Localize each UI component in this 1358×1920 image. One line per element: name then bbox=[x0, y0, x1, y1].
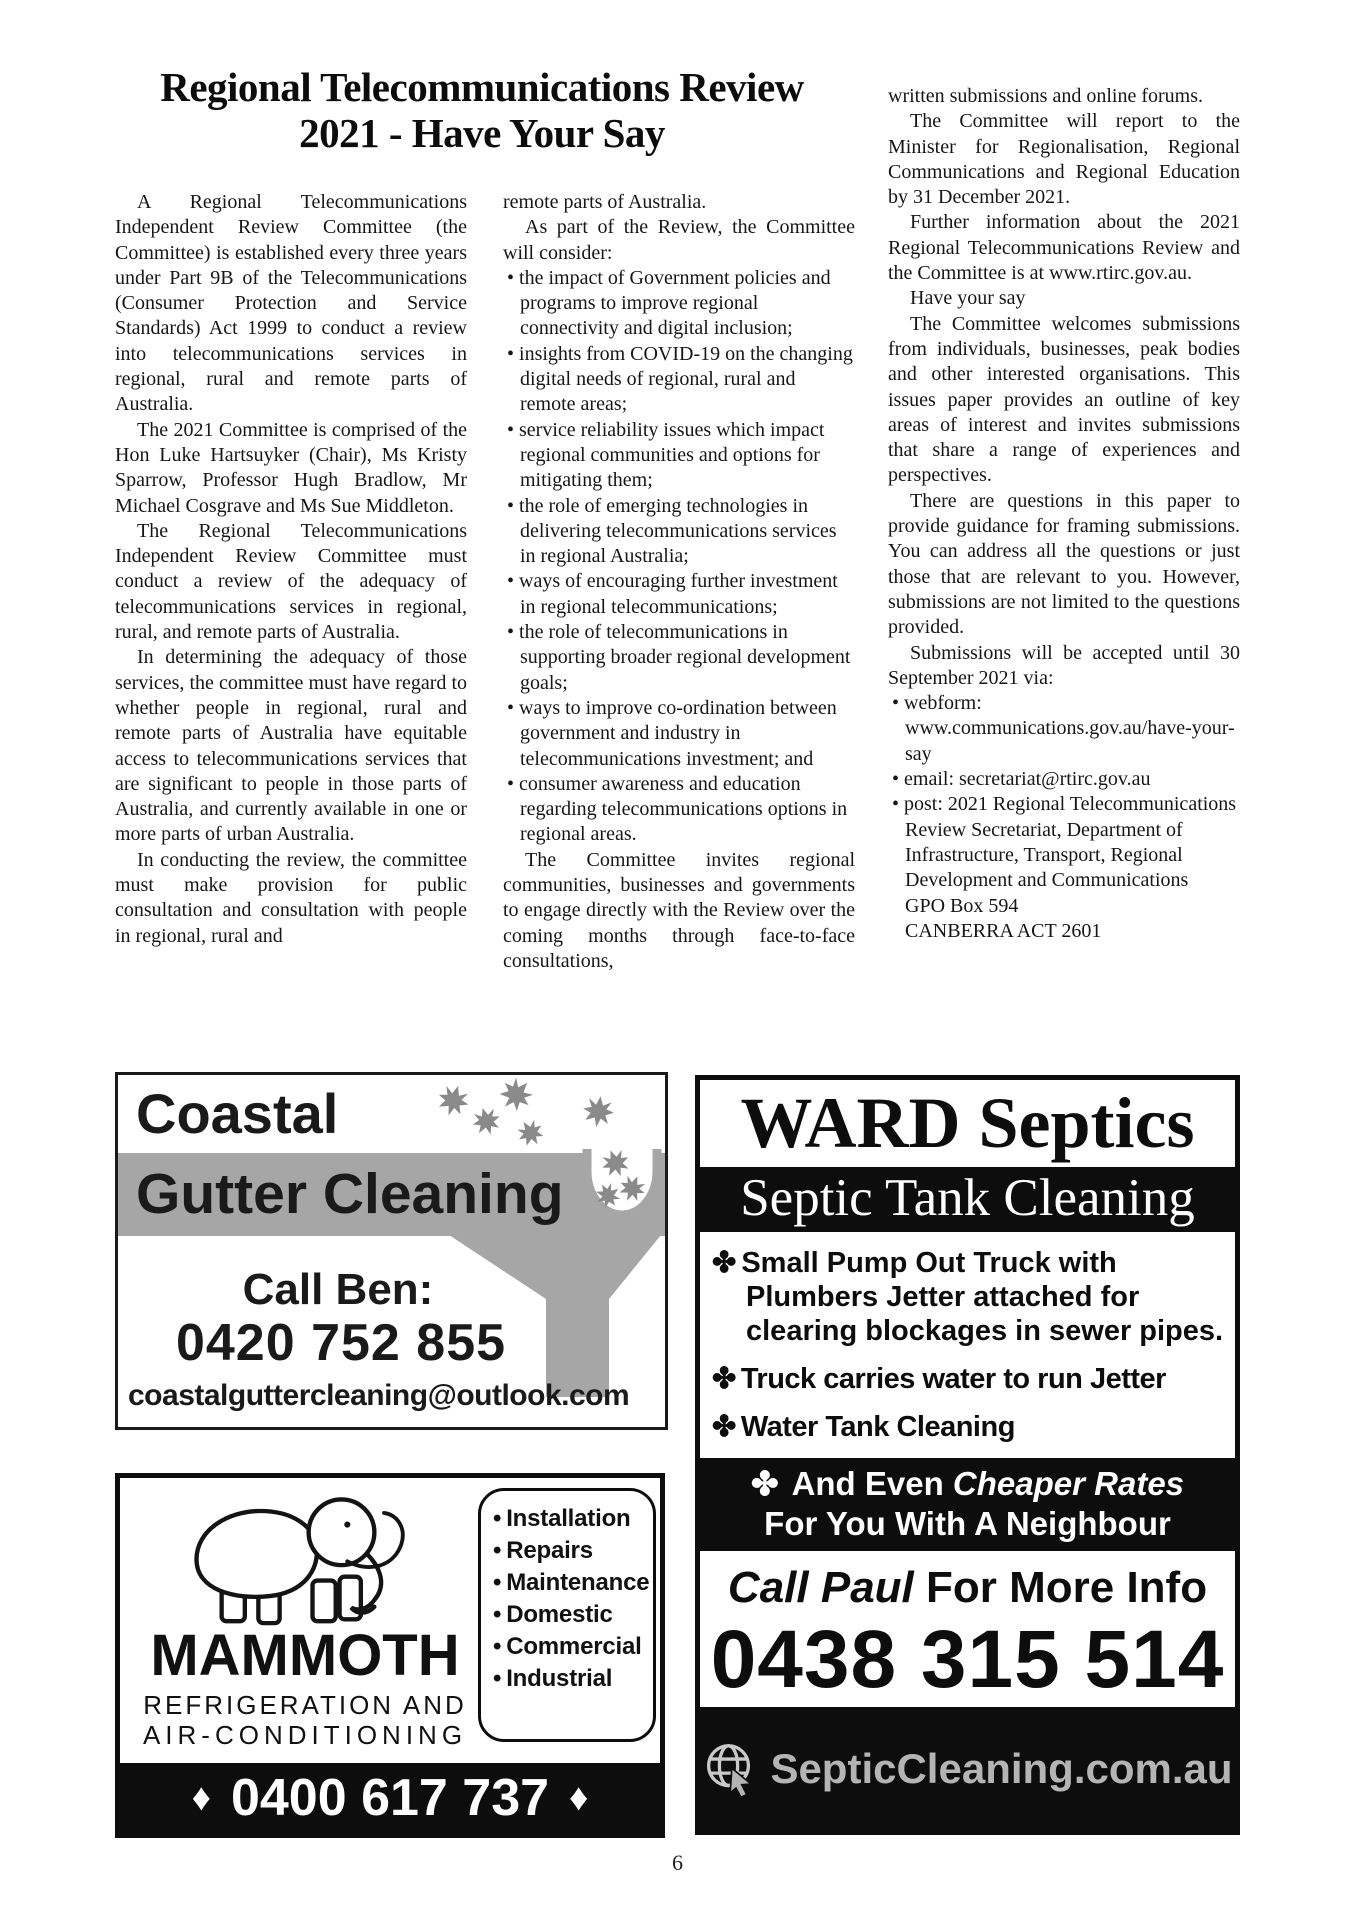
ward-service-item bbox=[712, 1410, 1229, 1444]
ward-service-item bbox=[712, 1246, 1229, 1348]
coastal-email-address: coastalguttercleaning@outlook.com bbox=[128, 1379, 630, 1412]
service-item bbox=[493, 1567, 653, 1599]
bullet-marker: • bbox=[493, 1537, 502, 1564]
ward-service-text: Small Pump Out Truck with Plumbers Jetter attached for clearing blockages in sewer pipes. bbox=[741, 1247, 1224, 1347]
bullet-item bbox=[503, 696, 855, 772]
ward-phone-number: 0438 315 514 bbox=[710, 1614, 1225, 1705]
bullet-text: consumer awareness and education regarding telecommunications options in regional areas. bbox=[519, 772, 848, 846]
bullet-marker: • bbox=[507, 418, 515, 441]
service-text: Industrial bbox=[506, 1665, 613, 1692]
call-paul-text: Call Paul bbox=[727, 1563, 914, 1612]
bullet-item bbox=[503, 342, 855, 418]
article-title bbox=[112, 64, 852, 156]
diamond-icon: ♦ bbox=[191, 1776, 211, 1819]
ward-septics-ad bbox=[695, 1075, 1240, 1835]
bullet-marker: • bbox=[507, 570, 515, 593]
service-text: Domestic bbox=[506, 1601, 613, 1628]
bullet-text: post: 2021 Regional Telecommunications Review Secretariat, Department of Infrastructure, Transport, Regional Development and Communications bbox=[904, 793, 1237, 892]
bullet-item bbox=[503, 772, 855, 848]
mammoth-ad-main bbox=[120, 1478, 660, 1763]
article-title-line1: Regional Telecommunications Review bbox=[160, 64, 804, 110]
article-paragraph: Have your say bbox=[910, 287, 1026, 310]
page-number: 6 bbox=[672, 1850, 683, 1875]
service-item bbox=[493, 1663, 653, 1695]
coastal-call-label: Call Ben: bbox=[242, 1265, 434, 1314]
bullet-marker: • bbox=[507, 266, 515, 289]
article-paragraph: There are questions in this paper to provide guidance for framing submissions. You can address all the questions or just those that are relevant to you. However, submissions are not limited to the questions provided. bbox=[888, 489, 1240, 639]
article-paragraph: written submissions and online forums. bbox=[888, 85, 1203, 107]
bullet-text: service reliability issues which impact regional communities and options for mitigating them; bbox=[519, 418, 825, 492]
ward-ad-subtitle: Septic Tank Cleaning bbox=[700, 1167, 1235, 1232]
article-column-2 bbox=[503, 190, 855, 974]
coastal-gutter-cleaning-ad bbox=[115, 1072, 668, 1430]
bullet-marker: • bbox=[493, 1665, 502, 1692]
article-paragraph: A Regional Telecommunications Independent Review Committee (the Committee) is established every three years under Part 9B of the Telecommunications (Consumer Protection and Service Standards) Act 1999 to conduct a review into telecommunications services in regional, rural and remote parts of Australia. bbox=[115, 191, 467, 416]
bullet-text: the impact of Government policies and programs to improve regional connectivity and digital inclusion; bbox=[519, 266, 831, 340]
promo-text: And Even bbox=[791, 1465, 953, 1502]
mammoth-ad-subtitle1: REFRIGERATION AND bbox=[143, 1690, 467, 1720]
bullet-marker: • bbox=[892, 793, 900, 816]
article-paragraph: The Committee welcomes submissions from individuals, businesses, peak bodies and other interested organisations. This issues paper provides an outline of key areas of interest and invites submissions that share a range of experiences and perspectives. bbox=[888, 312, 1240, 487]
bullet-item bbox=[503, 266, 855, 342]
article-paragraph: In determining the adequacy of those services, the committee must have regard to whether people in regional, rural and remote parts of Australia have equitable access to telecommunications services that are significant to people in those parts of Australia, and currently available in one or more parts of urban Australia. bbox=[115, 646, 467, 846]
ward-services-list bbox=[700, 1232, 1235, 1458]
article-paragraph: As part of the Review, the Committee will consider: bbox=[503, 216, 855, 264]
service-text: Repairs bbox=[506, 1537, 593, 1564]
bullet-item bbox=[503, 494, 855, 570]
ward-service-item bbox=[712, 1362, 1229, 1396]
article-paragraph: remote parts of Australia. bbox=[503, 191, 707, 213]
article-column-1 bbox=[115, 190, 467, 949]
bullet-item bbox=[888, 767, 1240, 792]
article-paragraph: Further information about the 2021 Regional Telecommunications Review and the Committee is at www.rtirc.gov.au. bbox=[888, 211, 1240, 285]
article-paragraph: In conducting the review, the committee must make provision for public consultation and consultation with people in regional, rural and bbox=[115, 848, 467, 947]
promo-text-italic: Cheaper Rates bbox=[952, 1465, 1185, 1502]
article-paragraph: The 2021 Committee is comprised of the Hon Luke Hartsuyker (Chair), Ms Kristy Sparrow, Professor Hugh Bradlow, Mr Michael Cosgrave and Ms Sue Middleton. bbox=[115, 418, 467, 517]
article-paragraph: CANBERRA ACT 2601 bbox=[905, 919, 1102, 942]
bullet-marker: • bbox=[493, 1569, 502, 1596]
coastal-phone-number: 0420 752 855 bbox=[175, 1314, 507, 1372]
globe-cursor-icon bbox=[702, 1740, 760, 1798]
mammoth-ad-subtitle2: AIR-CONDITIONING bbox=[142, 1720, 468, 1750]
mammoth-refrigeration-ad bbox=[115, 1473, 665, 1838]
flower-bullet-icon: ✤ bbox=[712, 1411, 736, 1443]
article-column-3 bbox=[888, 84, 1240, 944]
service-item bbox=[493, 1503, 653, 1535]
service-text: Maintenance bbox=[506, 1569, 650, 1596]
flower-bullet-icon: ✤ bbox=[750, 1465, 779, 1502]
article-title-line2: 2021 - Have Your Say bbox=[299, 110, 665, 156]
mammoth-services-box bbox=[478, 1488, 656, 1742]
article-paragraph: GPO Box 594 bbox=[905, 894, 1019, 917]
bullet-text: ways of encouraging further investment in regional telecommunications; bbox=[519, 570, 838, 618]
ward-promo-line2: For You With A Neighbour bbox=[764, 1505, 1171, 1542]
ward-website-banner bbox=[700, 1707, 1235, 1830]
ward-website-url: SepticCleaning.com.au bbox=[770, 1744, 1233, 1792]
call-rest-text: For More Info bbox=[913, 1563, 1208, 1612]
flower-bullet-icon: ✤ bbox=[712, 1363, 736, 1395]
bullet-marker: • bbox=[493, 1505, 502, 1532]
bullet-text: insights from COVID-19 on the changing digital needs of regional, rural and remote areas; bbox=[519, 342, 853, 416]
ward-service-text: Truck carries water to run Jetter bbox=[740, 1363, 1166, 1395]
article-paragraph: The Committee will report to the Minister for Regionalisation, Regional Communications and Regional Education by 31 December 2021. bbox=[888, 110, 1240, 209]
bullet-item bbox=[888, 691, 1240, 767]
ward-service-text: Water Tank Cleaning bbox=[740, 1411, 1015, 1443]
service-item bbox=[493, 1631, 653, 1663]
service-text: Installation bbox=[506, 1505, 631, 1532]
flower-bullet-icon: ✤ bbox=[712, 1247, 737, 1279]
bullet-item bbox=[503, 620, 855, 696]
mammoth-phone-banner bbox=[120, 1763, 660, 1833]
bullet-marker: • bbox=[493, 1601, 502, 1628]
service-text: Commercial bbox=[506, 1633, 642, 1660]
bullet-marker: • bbox=[892, 768, 900, 791]
bullet-text: the role of telecommunications in supporting broader regional development goals; bbox=[519, 621, 851, 694]
bullet-item bbox=[503, 418, 855, 494]
bullet-marker: • bbox=[507, 696, 515, 719]
falling-leaves-icons bbox=[433, 1075, 616, 1151]
ward-promo-banner bbox=[700, 1458, 1235, 1551]
service-item bbox=[493, 1599, 653, 1631]
article-paragraph: The Regional Telecommunications Independent Review Committee must conduct a review of the adequacy of telecommunications services in regional, rural, and remote parts of Australia. bbox=[115, 519, 467, 644]
bullet-item bbox=[888, 792, 1240, 893]
mammoth-illustration bbox=[148, 1482, 448, 1627]
bullet-marker: • bbox=[507, 621, 515, 644]
bullet-marker: • bbox=[892, 692, 900, 715]
ward-call-label bbox=[700, 1551, 1235, 1613]
bullet-text: webform: www.communications.gov.au/have-your-say bbox=[904, 692, 1235, 765]
diamond-icon: ♦ bbox=[569, 1776, 589, 1819]
bullet-marker: • bbox=[507, 494, 515, 517]
bullet-marker: • bbox=[507, 772, 515, 795]
mammoth-phone-number: 0400 617 737 bbox=[230, 1769, 550, 1827]
bullet-item bbox=[503, 569, 855, 620]
bullet-text: ways to improve co-ordination between government and industry in telecommunications investment; and bbox=[519, 696, 837, 770]
ward-promo-line1 bbox=[700, 1464, 1235, 1504]
coastal-ad-line1: Coastal bbox=[136, 1082, 339, 1145]
bullet-text: email: secretariat@rtirc.gov.au bbox=[904, 768, 1151, 791]
bullet-marker: • bbox=[507, 342, 515, 365]
coastal-ad-line2: Gutter Cleaning bbox=[136, 1162, 564, 1226]
ward-ad-title: WARD Septics bbox=[740, 1083, 1195, 1163]
article-paragraph: The Committee invites regional communities, businesses and governments to engage directly with the Review over the coming months through face-to-face consultations, bbox=[503, 848, 855, 972]
mammoth-ad-name: MAMMOTH bbox=[150, 1623, 460, 1688]
bullet-marker: • bbox=[493, 1633, 502, 1660]
bullet-text: the role of emerging technologies in delivering telecommunications services in regional Australia; bbox=[519, 494, 837, 568]
service-item bbox=[493, 1535, 653, 1567]
article-paragraph: Submissions will be accepted until 30 September 2021 via: bbox=[888, 641, 1240, 689]
